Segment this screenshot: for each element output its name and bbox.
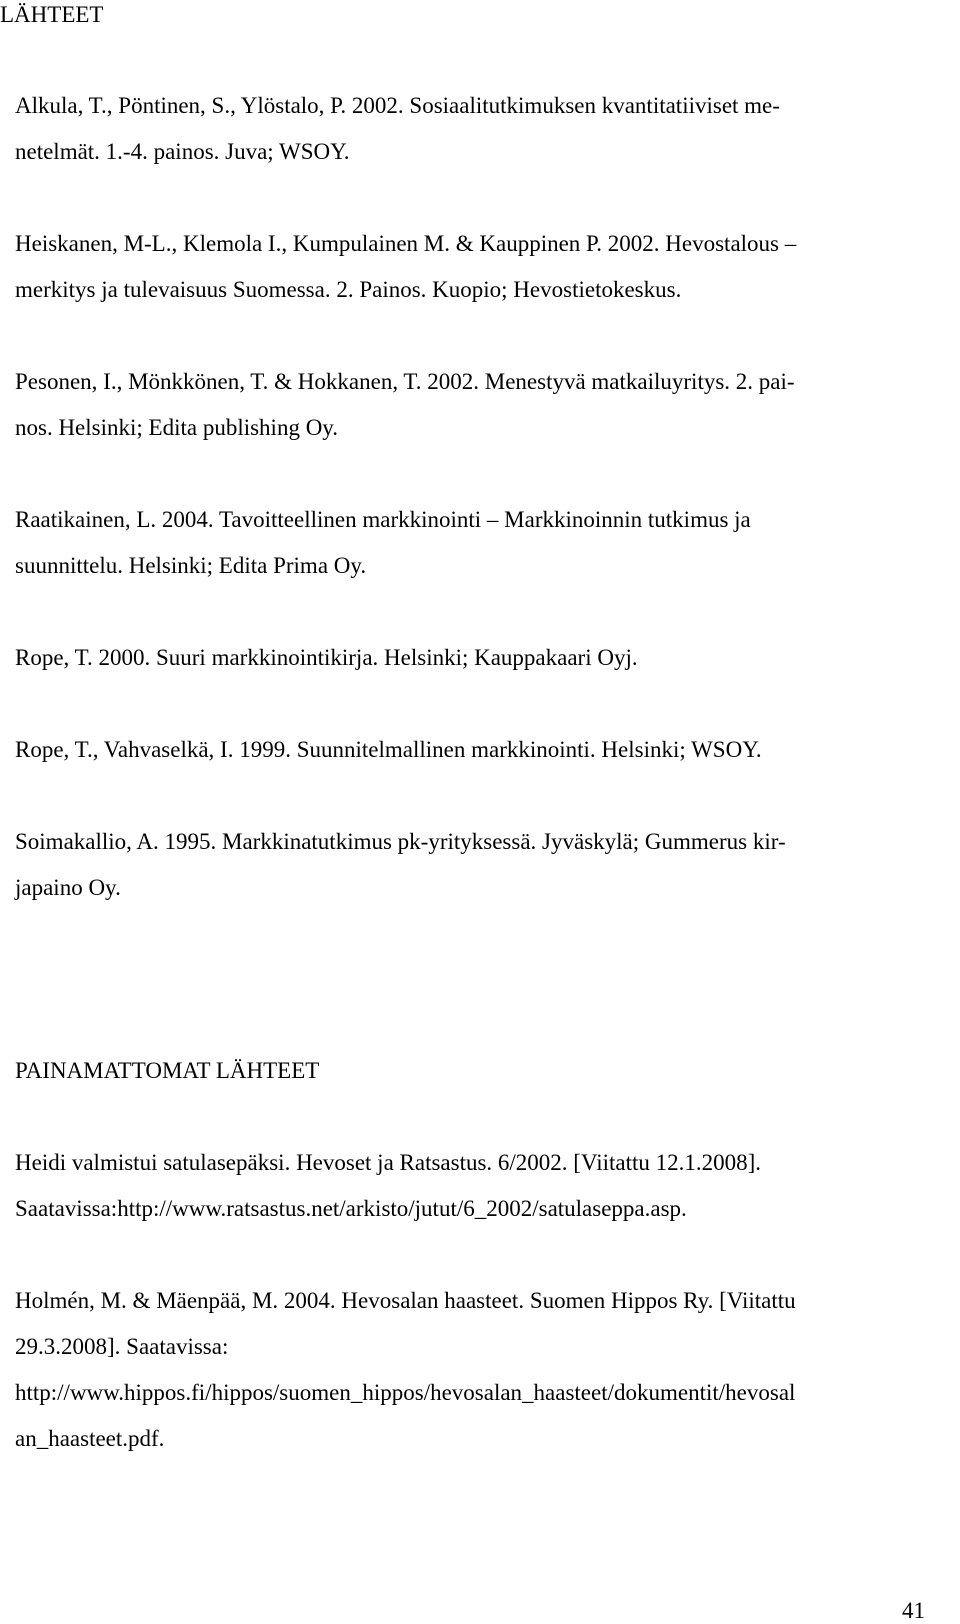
reference-url-line: http://www.hippos.fi/hippos/suomen_hippos/hevosalan_haasteet/dokumentit/hevosal <box>15 1380 796 1405</box>
reference-line: suunnittelu. Helsinki; Edita Prima Oy. <box>15 553 367 578</box>
section-title: LÄHTEET <box>0 2 104 27</box>
reference-line: Raatikainen, L. 2004. Tavoitteellinen markkinointi – Markkinoinnin tutkimus ja <box>15 507 751 532</box>
reference-line: Rope, T., Vahvaselkä, I. 1999. Suunnitelmallinen markkinointi. Helsinki; WSOY. <box>15 737 762 762</box>
reference-line: nos. Helsinki; Edita publishing Oy. <box>15 415 339 440</box>
reference-line: japaino Oy. <box>15 875 121 900</box>
reference-line: Heidi valmistui satulasepäksi. Hevoset ja Ratsastus. 6/2002. [Viitattu 12.1.2008]. <box>15 1150 762 1175</box>
reference-line: Rope, T. 2000. Suuri markkinointikirja. Helsinki; Kauppakaari Oyj. <box>15 645 638 670</box>
page-number: 41 <box>902 1598 925 1623</box>
reference-line: netelmät. 1.-4. painos. Juva; WSOY. <box>15 139 350 164</box>
unprinted-sources-title: PAINAMATTOMAT LÄHTEET <box>15 1058 320 1083</box>
reference-line: Holmén, M. & Mäenpää, M. 2004. Hevosalan haasteet. Suomen Hippos Ry. [Viitattu <box>15 1288 796 1313</box>
reference-line: Soimakallio, A. 1995. Markkinatutkimus pk-yrityksessä. Jyväskylä; Gummerus kir- <box>15 829 786 854</box>
reference-line: merkitys ja tulevaisuus Suomessa. 2. Painos. Kuopio; Hevostietokeskus. <box>15 277 682 302</box>
reference-line: 29.3.2008]. Saatavissa: <box>15 1334 229 1359</box>
reference-line: Pesonen, I., Mönkkönen, T. & Hokkanen, T. 2002. Menestyvä matkailuyritys. 2. pai- <box>15 369 795 394</box>
reference-url-line: Saatavissa:http://www.ratsastus.net/arkisto/jutut/6_2002/satulaseppa.asp. <box>15 1196 687 1221</box>
reference-line: Alkula, T., Pöntinen, S., Ylöstalo, P. 2002. Sosiaalitutkimuksen kvantitatiiviset me- <box>15 93 780 118</box>
reference-line: Heiskanen, M-L., Klemola I., Kumpulainen M. & Kauppinen P. 2002. Hevostalous – <box>15 231 797 256</box>
reference-url-line: an_haasteet.pdf. <box>15 1426 165 1451</box>
